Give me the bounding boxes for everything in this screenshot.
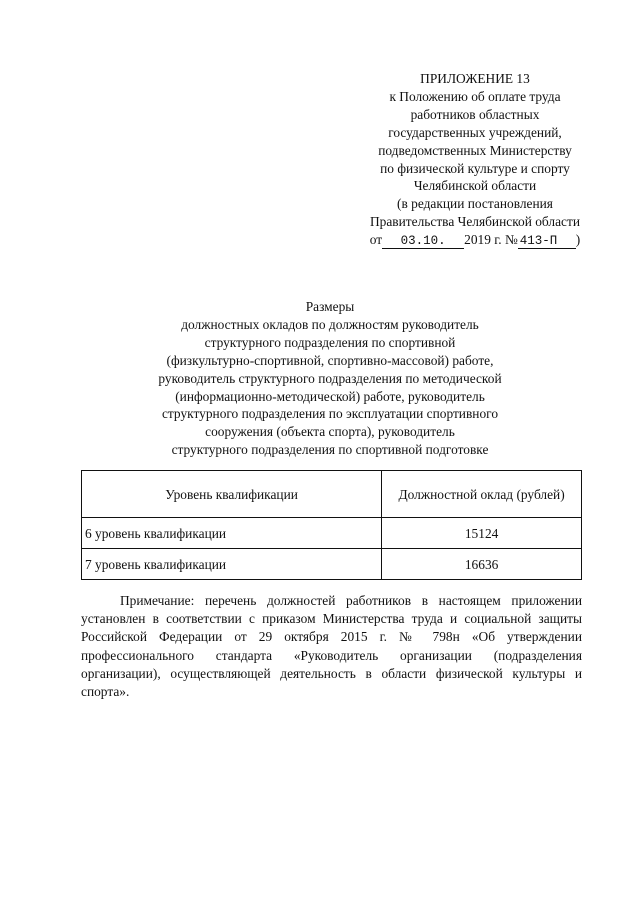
resolution-number: 413-П (518, 234, 576, 249)
title-line: Размеры (305, 299, 355, 314)
appendix-title: ПРИЛОЖЕНИЕ 13 (420, 71, 530, 86)
appendix-header (330, 70, 620, 249)
salary-cell: 16636 (382, 549, 582, 580)
header-qualification-level: Уровень квалификации (82, 471, 382, 518)
appendix-line: работников областных (410, 106, 540, 122)
appendix-line: Правительства Челябинской области (370, 214, 580, 230)
closing-paren: ) (575, 232, 581, 248)
salary-table (81, 470, 582, 580)
appendix-line: государственных учреждений, (388, 124, 562, 140)
appendix-line: к Положению об оплате труда (389, 88, 561, 104)
date-prefix: от (369, 232, 383, 248)
title-line: должностных окладов по должностям руководитель (181, 316, 479, 332)
appendix-line: по физической культуре и спорту (380, 160, 570, 176)
title-line: (информационно-методической) работе, руководитель (175, 388, 485, 404)
title-line: сооружения (объекта спорта), руководитель (205, 424, 455, 440)
table-row (82, 549, 582, 580)
title-line: структурного подразделения по эксплуатации спортивного (161, 406, 499, 422)
document-title (110, 298, 550, 459)
appendix-line: (в редакции постановления (397, 196, 553, 212)
appendix-line: подведомственных Министерству (378, 142, 572, 158)
year-text: 2019 г. № (464, 232, 518, 248)
qualification-level-cell: 6 уровень квалификации (82, 518, 382, 549)
appendix-line: Челябинской области (413, 178, 537, 194)
salary-cell: 15124 (382, 518, 582, 549)
title-line: (физкультурно-спортивной, спортивно-массовой) работе, (166, 352, 494, 368)
header-salary: Должностной оклад (рублей) (382, 471, 582, 518)
title-line: структурного подразделения по спортивной (204, 334, 456, 350)
qualification-level-cell: 7 уровень квалификации (82, 549, 382, 580)
table-header-row (82, 471, 582, 518)
appendix-date-line (330, 231, 620, 249)
title-line: структурного подразделения по спортивной подготовке (171, 442, 489, 458)
title-line: руководитель структурного подразделения по методической (158, 370, 502, 386)
date-value: 03.10. (382, 234, 464, 249)
table-row (82, 518, 582, 549)
note-paragraph: Примечание: перечень должностей работников в настоящем приложении установлен в соответствии с приказом Министерства труда и социальной защиты Российской Федерации от 29 октября 2015 г. № 798н «Об утверждении профессионального стандарта «Руководитель организации (подразделения организации), осуществляющей деятельность в области физической культуры и спорта». (81, 593, 582, 700)
